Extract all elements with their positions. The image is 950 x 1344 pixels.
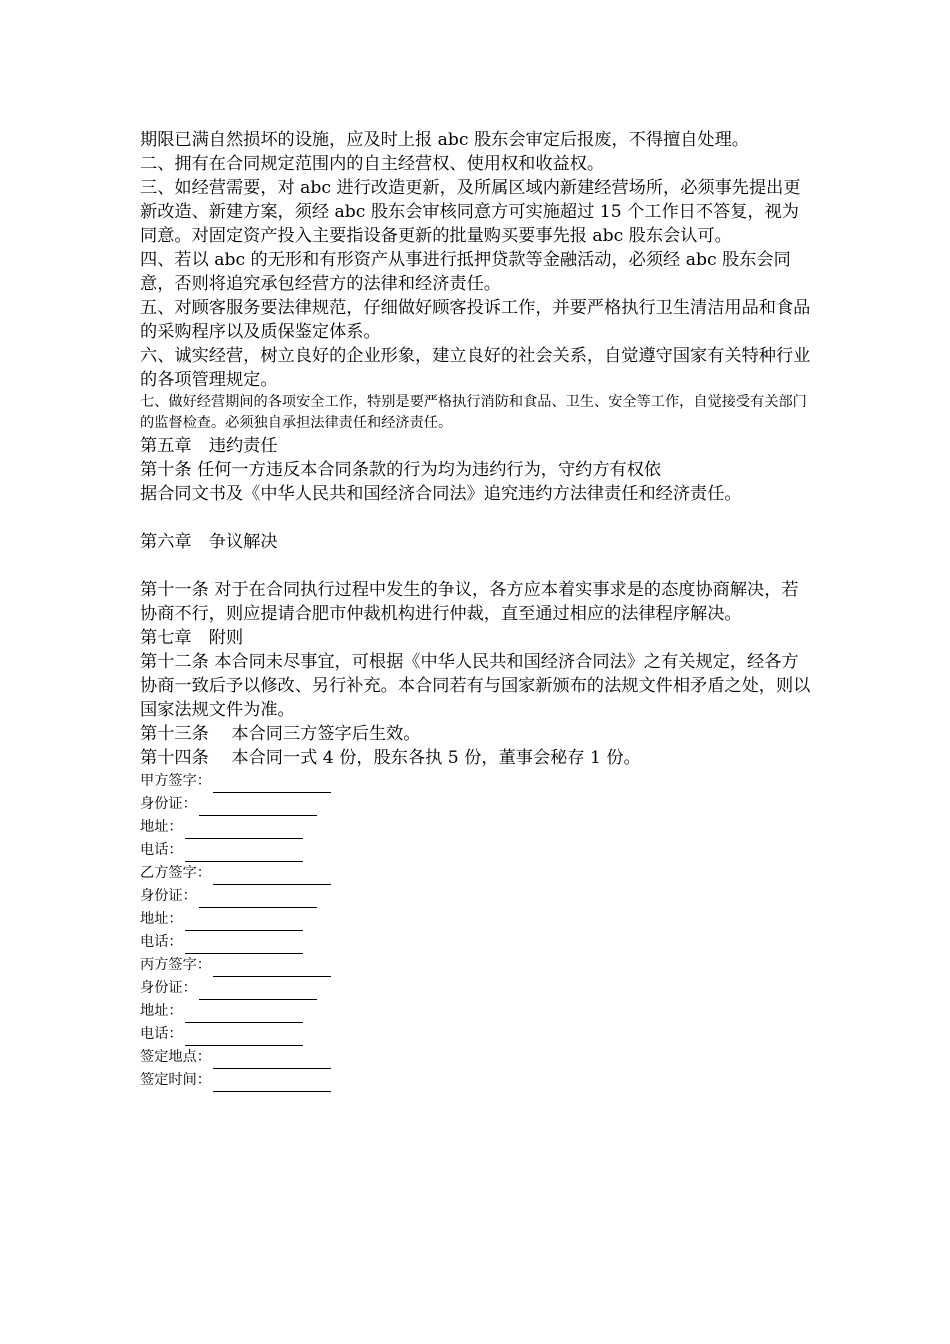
- signature-label: 甲方签字：: [140, 773, 211, 789]
- signature-label: 丙方签字：: [140, 957, 211, 973]
- signature-label: 身份证：: [140, 888, 197, 904]
- signature-row: [140, 954, 815, 977]
- spacer: [140, 506, 815, 530]
- signature-blank[interactable]: [185, 915, 303, 931]
- signature-blank[interactable]: [185, 1007, 303, 1023]
- spacer: [140, 554, 815, 578]
- signature-row: [140, 1023, 815, 1046]
- signature-blank[interactable]: [213, 1076, 331, 1092]
- clause-paragraph: 期限已满自然损坏的设施，应及时上报 abc 股东会审定后报废，不得擅自处理。: [140, 130, 749, 150]
- clause-paragraph-small: 七、做好经营期间的各项安全工作，特别是要严格执行消防和食品、卫生、安全等工作，自觉接受有关部门的监督检查。必须独自承担法律责任和经济责任。: [140, 394, 807, 431]
- signature-label: 电话：: [140, 934, 183, 950]
- chapter-heading-6: 第六章 争议解决: [140, 532, 278, 552]
- signature-blank[interactable]: [199, 800, 317, 816]
- clause-paragraph: 六、诚实经营，树立良好的企业形象，建立良好的社会关系，自觉遵守国家有关特种行业的各项管理规定。: [140, 346, 811, 390]
- signature-block: [140, 770, 815, 1092]
- article-12: 第十二条 本合同未尽事宜，可根据《中华人民共和国经济合同法》之有关规定，经各方协商一致后予以修改、另行补充。本合同若有与国家新颁布的法规文件相矛盾之处，则以国家法规文件为准。: [140, 652, 811, 720]
- signature-blank[interactable]: [199, 892, 317, 908]
- signature-blank[interactable]: [213, 1053, 331, 1069]
- signature-row: [140, 1000, 815, 1023]
- signature-row: [140, 862, 815, 885]
- signature-label: 签定时间：: [140, 1072, 211, 1088]
- document-page: [140, 128, 815, 1092]
- chapter-heading-7: 第七章 附则: [140, 628, 244, 648]
- signature-blank[interactable]: [185, 1030, 303, 1046]
- signature-row: [140, 885, 815, 908]
- signature-blank[interactable]: [213, 961, 331, 977]
- signature-label: 地址：: [140, 1003, 183, 1019]
- signature-blank[interactable]: [199, 984, 317, 1000]
- article-10-line-2: 据合同文书及《中华人民共和国经济合同法》追究违约方法律责任和经济责任。: [140, 484, 742, 504]
- signature-label: 电话：: [140, 842, 183, 858]
- clause-paragraph: 四、若以 abc 的无形和有形资产从事进行抵押贷款等金融活动，必须经 abc 股东会同意，否则将追究承包经营方的法律和经济责任。: [140, 250, 791, 294]
- signature-label: 地址：: [140, 819, 183, 835]
- clause-paragraph: 五、对顾客服务要法律规范，仔细做好顾客投诉工作，并要严格执行卫生清洁用品和食品的采购程序以及质保鉴定体系。: [140, 298, 811, 342]
- signature-blank[interactable]: [213, 777, 331, 793]
- signature-blank[interactable]: [185, 938, 303, 954]
- signature-row: [140, 816, 815, 839]
- article-10-line-1: 第十条 任何一方违反本合同条款的行为均为违约行为，守约方有权依: [140, 460, 662, 480]
- chapter-heading-5: 第五章 违约责任: [140, 436, 278, 456]
- signature-row: [140, 977, 815, 1000]
- signature-row: [140, 770, 815, 793]
- article-11: 第十一条 对于在合同执行过程中发生的争议，各方应本着实事求是的态度协商解决，若协商不行，则应提请合肥市仲裁机构进行仲裁，直至通过相应的法律程序解决。: [140, 580, 799, 624]
- signature-label: 签定地点：: [140, 1049, 211, 1065]
- signature-label: 身份证：: [140, 796, 197, 812]
- signature-blank[interactable]: [213, 869, 331, 885]
- signature-row: [140, 931, 815, 954]
- signature-row: [140, 1046, 815, 1069]
- signature-row: [140, 839, 815, 862]
- signature-label: 身份证：: [140, 980, 197, 996]
- clause-paragraph: 三、如经营需要，对 abc 进行改造更新，及所属区域内新建经营场所，必须事先提出更新改造、新建方案，须经 abc 股东会审核同意方可实施超过 15 个工作日不答复，视为同意。对固定资产投入主要指设备更新的批量购买要事先报 abc 股东会认可。: [140, 178, 801, 246]
- signature-blank[interactable]: [185, 846, 303, 862]
- signature-row: [140, 908, 815, 931]
- article-14: 第十四条 本合同一式 4 份，股东各执 5 份，董事会秘存 1 份。: [140, 748, 641, 768]
- clause-paragraph: 二、拥有在合同规定范围内的自主经营权、使用权和收益权。: [140, 154, 605, 174]
- signature-row: [140, 1069, 815, 1092]
- signature-label: 乙方签字：: [140, 865, 211, 881]
- signature-blank[interactable]: [185, 823, 303, 839]
- signature-label: 电话：: [140, 1026, 183, 1042]
- article-13: 第十三条 本合同三方签字后生效。: [140, 724, 421, 744]
- signature-label: 地址：: [140, 911, 183, 927]
- signature-row: [140, 793, 815, 816]
